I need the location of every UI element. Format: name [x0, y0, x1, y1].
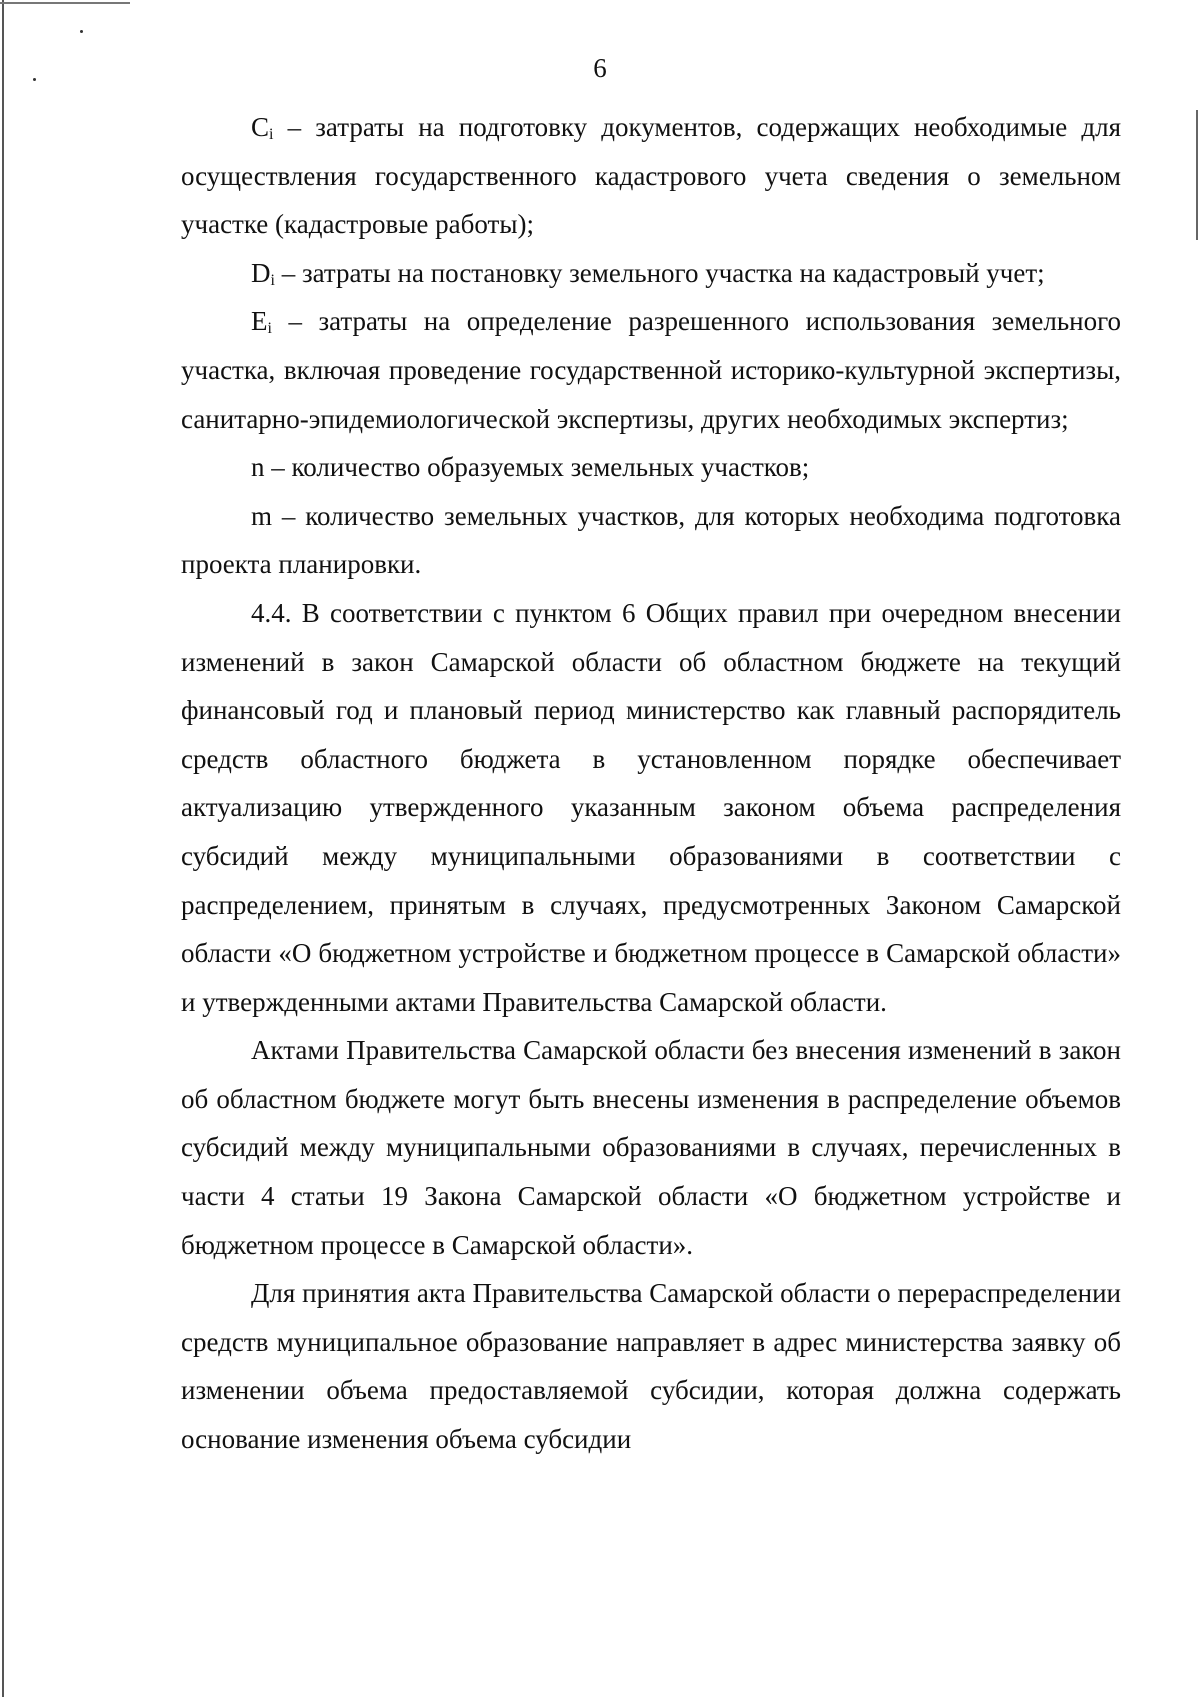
paragraph-application: Для принятия акта Правительства Самарской области о перераспределении средств муниципальное образование направляет в адрес министерства заявку об изменении объема предоставляемой субсидии, которая должна содержать основание изменения объема субсидии — [181, 1278, 1121, 1455]
page-number: 6 — [593, 53, 607, 83]
definition-c — [181, 103, 1121, 249]
symbol: E — [251, 306, 268, 337]
definition-text: – затраты на постановку земельного участка на кадастровый учет; — [274, 257, 1045, 288]
subscript: i — [267, 320, 272, 338]
symbol: D — [251, 257, 271, 288]
document-body — [181, 103, 1121, 1464]
scan-speck — [80, 30, 83, 33]
symbol: C — [251, 112, 270, 142]
subscript: i — [270, 271, 275, 289]
definition-e — [181, 297, 1121, 443]
scan-edge-left — [2, 0, 4, 1697]
scan-edge-top — [0, 2, 130, 4]
scan-edge-right — [1196, 110, 1198, 240]
definition-text: – затраты на определение разрешенного использования земельного участка, включая проведение государственной историко-культурной экспертизы, санитарно-эпидемиологической экспертизы, других необходимых экспертиз; — [181, 306, 1121, 434]
definition-d — [181, 249, 1121, 298]
clause-4-4: 4.4. В соответствии с пунктом 6 Общих правил при очередном внесении изменений в закон Самарской области об областном бюджете на текущий финансовый год и плановый период министерство как главный распорядитель средств областного бюджета в установленном порядке обеспечивает актуализацию утвержденного указанным законом объема распределения субсидий между муниципальными образованиями в соответствии с распределением, принятым в случаях, предусмотренных Законом Самарской области «О бюджетном устройстве и бюджетном процессе в Самарской области» и утвержденными актами Правительства Самарской области. — [181, 597, 1121, 1017]
definition-text: – затраты на подготовку документов, содержащих необходимые для осуществления государственного кадастрового учета сведения о земельном участке (кадастровые работы); — [181, 112, 1121, 240]
paragraph-acts: Актами Правительства Самарской области без внесения изменений в закон об областном бюджете могут быть внесены изменения в распределение объемов субсидий между муниципальными образованиями в случаях, перечисленных в части 4 статьи 19 Закона Самарской области «О бюджетном устройстве и бюджетном процессе в Самарской области». — [181, 1035, 1121, 1260]
subscript: i — [269, 126, 274, 143]
definition-n: n – количество образуемых земельных участков; — [251, 452, 810, 483]
definition-m: m – количество земельных участков, для которых необходима подготовка проекта планировки. — [181, 500, 1121, 580]
